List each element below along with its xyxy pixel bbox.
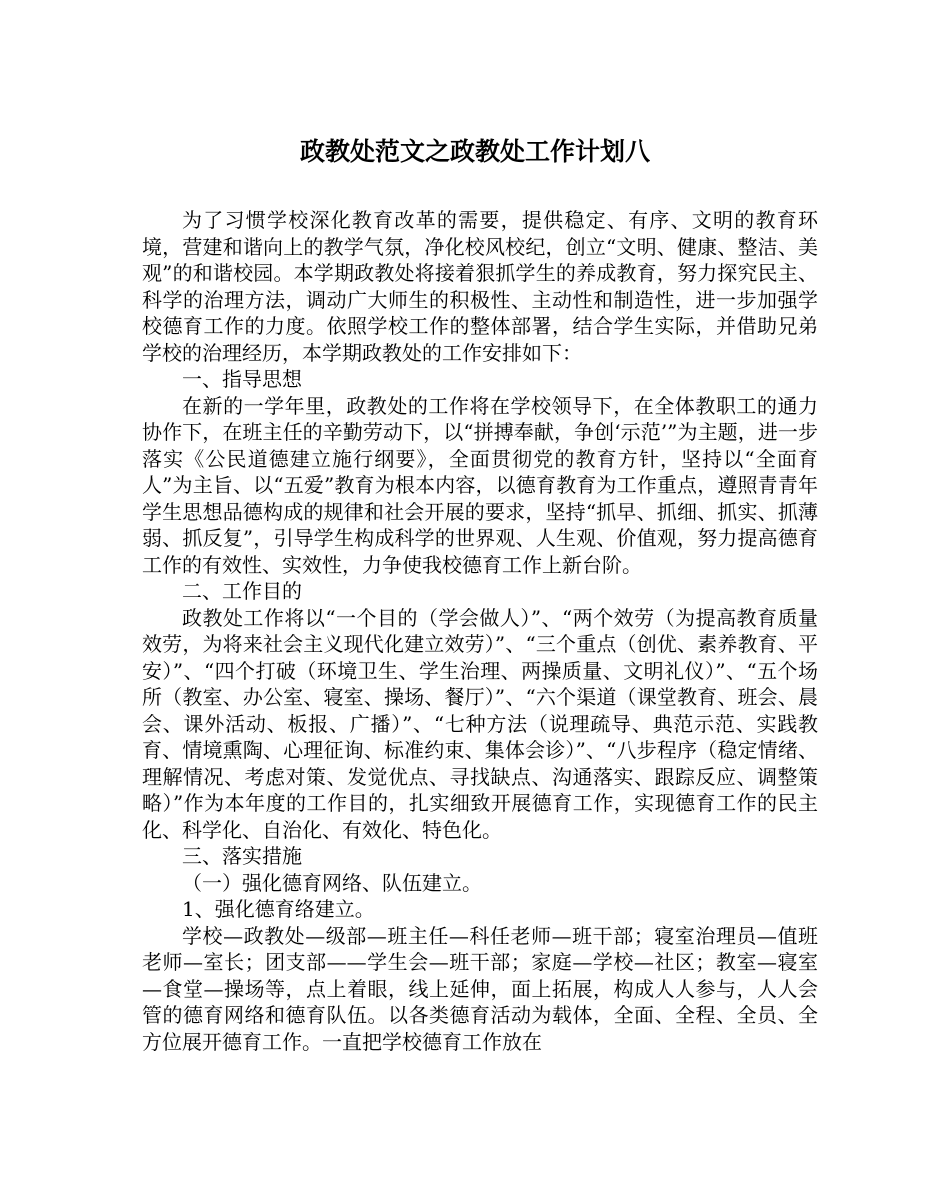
intro-paragraph: 为了习惯学校深化教育改革的需要，提供稳定、有序、文明的教育环境，营建和谐向上的教学气氛，净化校风校纪，创立“文明、健康、整洁、美观”的和谐校园。本学期政教处将接着狠抓学生的养成教育，努力探究民主、科学的治理方法，调动广大师生的积极性、主动性和制造性，进一步加强学校德育工作的力度。依照学校工作的整体部署，结合学生实际，并借助兄弟学校的治理经历，本学期政教处的工作安排如下： [142, 208, 818, 365]
work-goals-paragraph: 政教处工作将以“一个目的（学会做人）”、“两个效劳（为提高教育质量效劳，为将来社会主义现代化建立效劳）”、“三个重点（创优、素养教育、平安）”、“四个打破（环境卫生、学生治理、两操质量、文明礼仪）”、“五个场所（教室、办公室、寝室、操场、餐厅）”、“六个渠道（课堂教育、班会、晨会、课外活动、板报、广播）”、“七种方法（说理疏导、典范示范、实践教育、情境熏陶、心理征询、标准约束、集体会诊）”、“八步程序（稳定情绪、理解情况、考虑对策、发觉优点、寻找缺点、沟通落实、跟踪反应、调整策略）”作为本年度的工作目的，扎实细致开展德育工作，实现德育工作的民主化、科学化、自治化、有效化、特色化。 [142, 605, 818, 842]
section-heading-measures: 三、落实措施 [182, 844, 302, 868]
document-title: 政教处范文之政教处工作计划八 [299, 137, 650, 166]
guiding-ideology-paragraph: 在新的一学年里，政教处的工作将在学校领导下，在全体教职工的通力协作下，在班主任的辛勤劳动下，以“拼搏奉献，争创‘示范’”为主题，进一步落实《公民道德建立施行纲要》，全面贯彻党的教育方针，坚持以“全面育人”为主旨、以“五爱”教育为根本内容，以德育教育为工作重点，遵照青青年学生思想品德构成的规律和社会开展的要求，坚持“抓早、抓细、抓实、抓薄弱、抓反复”，引导学生构成科学的世界观、人生观、价值观，努力提高德育工作的有效性、实效性，力争使我校德育工作上新台阶。 [142, 393, 818, 577]
section-heading-guiding-ideology: 一、指导思想 [182, 367, 302, 391]
document-body [142, 207, 818, 1055]
network-building-paragraph: 学校—政教处—级部—班主任—科任老师—班干部；寝室治理员—值班老师—室长；团支部——学生会—班干部；家庭—学校—社区；教室—寝室—食堂—操场等，点上着眼，线上延伸，面上拓展，构成人人参与，人人会管的德育网络和德育队伍。以各类德育活动为载体，全面、全程、全员、全方位展开德育工作。一直把学校德育工作放在 [142, 923, 818, 1054]
subsection-heading-network: （一）强化德育网络、队伍建立。 [182, 870, 482, 895]
item-heading-network-building: 1、强化德育络建立。 [182, 897, 375, 921]
section-heading-work-goals: 二、工作目的 [182, 579, 302, 603]
